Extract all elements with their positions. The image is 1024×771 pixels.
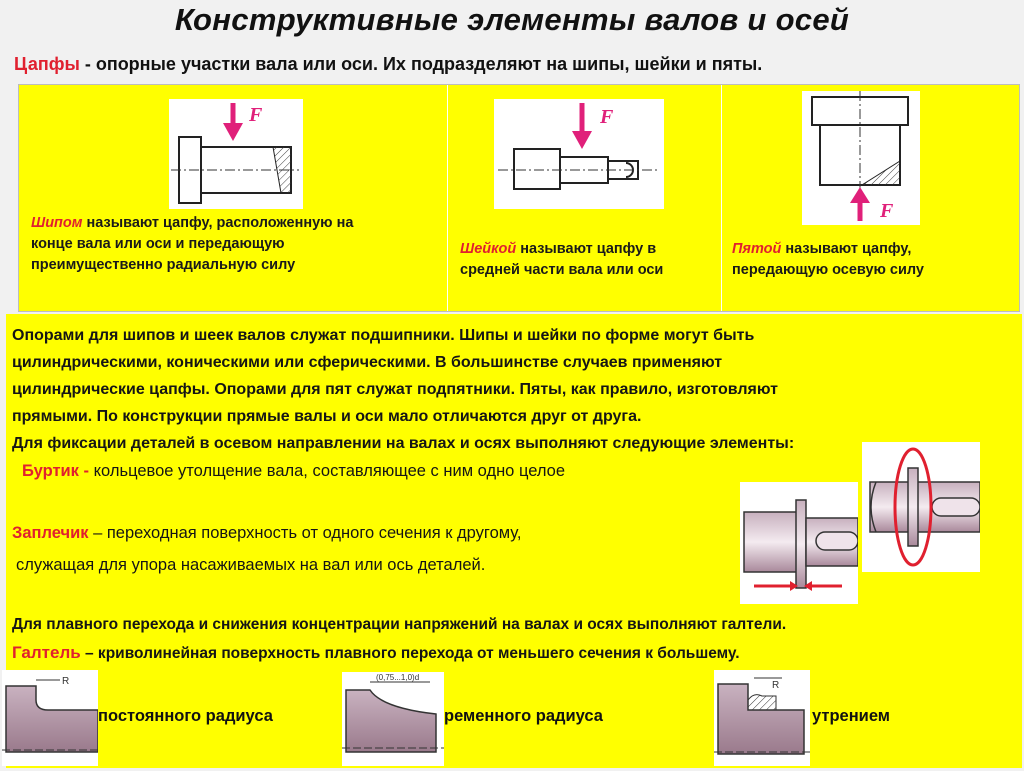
force-label: F: [600, 106, 614, 128]
neck-line1: называют цапфу в: [516, 241, 657, 257]
collar-dash: -: [78, 462, 94, 480]
neck-journal-figure: [494, 99, 664, 209]
neck-journal-description: [460, 239, 720, 281]
fillet-undercut-label: утрением: [812, 707, 890, 725]
fillet-intro: Для плавного перехода и снижения концентрации напряжений на валах и осях выполняют галтели.: [12, 616, 787, 633]
pin-term: Шипом: [31, 215, 83, 231]
pin-line2: конце вала или оси и передающую: [31, 236, 285, 252]
journal-cell-pin: [19, 85, 448, 311]
neck-term: Шейкой: [460, 241, 517, 257]
subtitle-text: - опорные участки вала или оси. Их подразделяют на шипы, шейки и пяты.: [79, 54, 763, 74]
shoulder-definition-cont: служащая для упора насаживаемых на вал или ось деталей.: [16, 556, 486, 574]
fillet-dot: .: [735, 645, 740, 662]
fillet-term: Галтель: [12, 643, 81, 662]
para-line-2: цилиндрическими, коническими или сферическими. В большинстве случаев применяют: [12, 354, 723, 371]
thrust-line1: называют цапфу,: [781, 241, 912, 257]
collar-definition: [22, 462, 565, 481]
fillet-undercut-figure: [714, 670, 810, 766]
thrust-journal-figure: [802, 91, 920, 225]
pin-journal-figure: [169, 99, 303, 209]
pin-line1: называют цапфу, расположенную на: [82, 215, 354, 231]
thrust-line2: передающую осевую силу: [732, 262, 924, 278]
bearing-paragraph: [12, 322, 1002, 457]
force-label: F: [249, 104, 263, 126]
pin-journal-description: [31, 213, 441, 276]
fillet-dim-1: R: [62, 676, 70, 687]
thrust-journal-description: [732, 239, 1017, 281]
fillet-variable-radius-figure: [342, 672, 444, 766]
thrust-term: Пятой: [732, 241, 782, 257]
para-line-3: цилиндрические цапфы. Опорами для пят служат подпятники. Пяты, как правило, изготовляют: [12, 381, 778, 398]
pin-line3: преимущественно радиальную силу: [31, 257, 296, 273]
force-label: F: [880, 200, 894, 222]
journals-table: [18, 84, 1020, 312]
collar-figure: [862, 442, 980, 572]
page-title: Конструктивные элементы валов и осей: [174, 2, 850, 37]
shoulder-figure: [740, 482, 858, 604]
fillet-constant-radius-figure: [2, 670, 98, 766]
fillet-variable-radius-label: ременного радиуса: [444, 707, 603, 725]
journal-cell-neck: [448, 85, 722, 311]
fillet-dim-3: R: [772, 680, 780, 691]
shoulder-term: Заплечик: [12, 524, 89, 542]
para-line-5: Для фиксации деталей в осевом направлении на валах и осях выполняют следующие элементы:: [12, 435, 795, 452]
para-line-4: прямыми. По конструкции прямые валы и оси мало отличаются друг от друга.: [12, 408, 642, 425]
journal-cell-thrust: [722, 85, 1019, 311]
fillet-definition: [12, 643, 740, 663]
fillet-text: – криволинейная поверхность плавного перехода от меньшего сечения к большему: [80, 645, 736, 662]
fillet-dim-2: (0,75...1,0)d: [376, 673, 420, 682]
shoulder-definition: [12, 524, 521, 543]
neck-line2: средней части вала или оси: [460, 262, 664, 278]
shoulder-line1: – переходная поверхность от одного сечения к другому,: [88, 524, 522, 542]
collar-term: Буртик: [22, 462, 79, 480]
collar-text: кольцевое утолщение вала, составляющее с ним одно целое: [93, 462, 566, 480]
subtitle-term: Цапфы: [14, 54, 80, 74]
fillet-constant-radius-label: постоянного радиуса: [98, 707, 273, 725]
para-line-1: Опорами для шипов и шеек валов служат подшипники. Шипы и шейки по форме могут быть: [12, 327, 755, 344]
subtitle: [14, 54, 762, 75]
